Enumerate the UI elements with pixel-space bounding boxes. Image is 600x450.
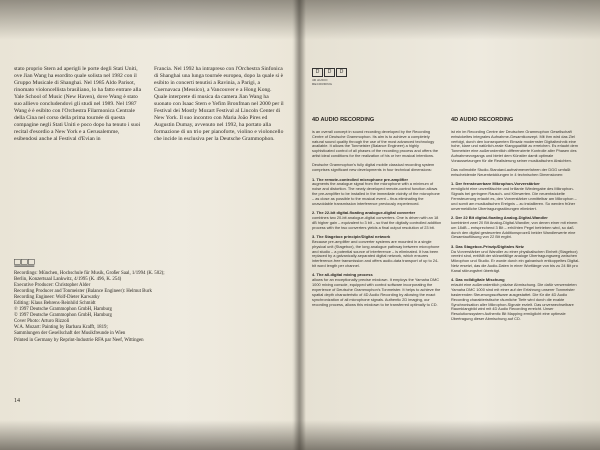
credit-line: Printed in Germany by Reprint-Industrie RFA par Neef, Wittingen xyxy=(14,337,144,343)
credit-line: Recordings: München, Hochschule für Musik, Großer Saal, 1/1994 (K. 502); xyxy=(14,271,165,276)
german-heading: 4D AUDIO RECORDING xyxy=(451,117,514,123)
right-page xyxy=(307,60,587,410)
german-section-title: 3. Das Stagebox-Prinzip/Digitales Netz xyxy=(451,243,524,249)
credit-line: Berlin, Konzertsaal Lankwitz, 4/1995 (K. 496, K. 254) xyxy=(14,277,122,283)
page-number: 14 xyxy=(14,398,20,404)
german-column xyxy=(451,118,581,326)
english-column xyxy=(312,118,442,312)
credit-line: Executive Producer: Christopher Alder xyxy=(14,283,91,289)
german-section-body: kombiniert zwei 20 Bit Analog-Digital-Wandler, von denen einer mit einem um 18dB – entsprechend 3 Bit – erhöhten Pegel betrieben wird, so daß durch den digital gesteuerten Additionsprozeß beider Wandlerwerte eine Gesamtauflösung von 22 Bit ergibt. xyxy=(451,219,578,240)
german-intro: ist ein im Recording Centre der Deutschen Grammophon Gesellschaft entwickeltes integrales Aufnahme-Gesamtkonzept. Mit ihm wird das Ziel verfolgt, durch den konsequenten Einsatz modernster Digitaltechnik eine hohe, klare und natürlich-reale Klangqualität zu erreichen. Es erlaubt dem Tonmeister eine außerordentlich differenzierte Kontrolle aller Phasen des Aufnahmevorgangs und bietet dem Künstler damit optimale Voraussetzungen für die Realisierung seiner musikalischen Absichten. xyxy=(451,128,578,163)
german-section-title: 1. Der fernsteuerbare Mikrophon-Vorverstärker xyxy=(451,181,540,187)
english-section-body: augments the analogue signal from the microphone with a minimum of noise and distortion. The newly developed remote-control function allows the pre-amplifier to be installed in the immediate vicinity of the microphone – as close as possible to the musical event – thus eliminating the unavoidable transmission interference previously experienced. xyxy=(312,181,440,206)
german-section-title: 2. Der 22 Bit digital-floating Analog-Digital-Wandler xyxy=(451,215,548,220)
biography-column-2 xyxy=(154,66,284,144)
4d-audio-logo-small-icon xyxy=(14,259,36,268)
credit-line: Editing: Klaus Behrens·Reinhild Schmidt xyxy=(14,301,96,307)
german-intro-2: Das vollmobile Studio-Standard-aufnahmeverfahren der DGG umfaßt entscheidende Neuentwicklungen in 4 technischen Dimensionen: xyxy=(451,167,571,178)
german-section-body: Da Vorverstärker und Wandler zu einer physikalischen Einheit (Stagebox) vereint sind, entfällt der störanfällige analoge Übertragungsweg zwischen Mikrophon und Studio. Er wurde durch ein galvanisch entkoppeltes Digital-Netz ersetzt, das die Audio-Daten in einer Wortlänge von bis zu 24 Bit pro Kanal störungsfrei überträgt. xyxy=(451,248,580,273)
4d-audio-logo xyxy=(312,60,348,86)
credit-line: © 1997 Deutsche Grammophon GmbH, Hamburg xyxy=(14,313,112,319)
english-section-title: 4. The all-digital mixing process xyxy=(312,272,373,278)
english-intro-2: Deutsche Grammophon's fully digital mobile classical recording system comprises significant new developments in four technical dimensions: xyxy=(312,162,435,173)
credit-line: Sammlungen der Gesellschaft der Musikfreunde in Wien xyxy=(14,331,126,337)
english-section-title: 2. The 22-bit digital-floating analogue-digital converter xyxy=(312,210,416,216)
recording-credits xyxy=(14,271,284,344)
credit-line: W.A. Mozart: Painting by Barbara Krafft, 1819; xyxy=(14,325,108,331)
english-section-body: allows for an exceptionally precise mixdown. It employs the Yamaha DMC 1000 mixing console, equipped with control software incorporating the experience of Deutsche Grammophon's Tonmeister. It helps to achieve the spatial depth characteristic of 4D Audio Recording by allowing the exact synchronization of all microphone signals. Authentic 2D imaging, our recording process, allows this mixdown to be transferred optimally to CD. xyxy=(312,277,441,307)
credit-line: ℗ 1997 Deutsche Grammophon GmbH, Hamburg xyxy=(14,307,112,313)
credit-line: Recording Producer and Tonmeister (Balance Engineer): Helmut Burk xyxy=(14,289,152,295)
german-section-body: erlaubt eine außerordentlich präzise Abmischung. Die dafür verwendeten Yamaha DMC 1000 sind mit einer auf der Erfahrung unserer Tonmeister basierenden Steuerungssoftware ausgestattet. Die für die 4D Audio Recording charakteristische räumliche Tiefe wird durch die exakte Synchronisation aller Mikrophon-Signale erzielt. Das unverwechselbare Raumklangbild wird mit 4D Audio Recording erreicht. Unser Resolutionssystem Authentic Bit Mapping ermöglicht eine optimale Übertragung dieser Abmischung auf CD. xyxy=(451,282,577,322)
biography-text-1: stato proprio Stern ad aperigli le porte degli Stati Uniti, ove Jian Wang ha esordito quale solista nel 1982 con il Gruppo Musicale di Shanghai. Nel 1985 Aldo Parisot, rinomato violoncellista brasiliano, lo ha fatto entrare alla Yale School of Music (New Haven), dove Wang è stato suo allievo concludendovi gli studi nel 1989. Nel 1987 Wang è è esibito con l'Orchestra Filarmonica Centrale della Cina nel corso della prima tournée di questa compagine negli Stati Uniti e poco dopo ha tenuto i suoi recital d'esordio a New York e a Gerusalemme, esibendosi anche al Festival d'Evian in xyxy=(14,66,142,143)
english-heading: 4D AUDIO RECORDING xyxy=(312,117,375,123)
german-section-title: 4. Das volldigitale Mischung xyxy=(451,277,505,283)
biography-column-1 xyxy=(14,66,144,144)
logo-letter: D xyxy=(312,68,323,77)
german-section-body: ermöglicht eine unverfälschte und brillante Wiedergabe des Mikrophon-Signals bei geringem Rausch- und Klirrwerten. Die neuentwickelte Fernsteuerung erlaubt es, den Vorverstärker unmittelbar am Mikrophon – und somit am musikalischen Ereignis – zu installieren. So werden früher unvermeidliche Übertragungsstörungen eliminiert. xyxy=(451,186,577,211)
logo-letter: D xyxy=(336,68,347,77)
booklet-gutter xyxy=(292,0,306,450)
logo-subtitle: 4D AUDIO RECORDING xyxy=(312,78,333,86)
english-section-title: 3. The Stagebox principle/Digital network xyxy=(312,234,391,240)
credit-line: Recording Engineer: Wolf-Dieter Karwatky xyxy=(14,295,100,301)
english-intro: is an overall concept in sound recording developed by the Recording Centre of Deutsche Grammophon. Its aim is to achieve a completely natural sound quality through the use of the most advanced technology available. It allows the Tonmeister (Balance Engineer) a highly sophisticated control of all phases of the recording process and offers the artist ideal conditions for the realization of his or her musical intentions. xyxy=(312,128,439,159)
bottom-shadow xyxy=(0,420,600,450)
english-section-title: 1. The remote-controlled microphone pre-amplifier xyxy=(312,176,409,182)
credit-line: Cover Photo: Arturo Rizzoli xyxy=(14,319,70,325)
english-section-body: combines two 20-bit analogue-digital converters. One is driven with an 18 dB higher gain – equivalent to 3 bit – so that the digitally controlled addition process with the two converters yields a final output resolution of 23 bit. xyxy=(312,215,442,230)
english-section-body: Because pre-amplifier and converter systems are mounted in a single physical unit (Stagebox), the long analogue pathway between microphone and studio – a potential source of interference – is eliminated. It has been replaced by a galvanically-separated digital network, which ensures interference-free transmission and offers audio-data transport of up to 24-bit word length per channel. xyxy=(312,238,440,269)
logo-letter: D xyxy=(324,68,335,77)
biography-text-2: Francia. Nel 1992 ha intrapreso con l'Orchestra Sinfonica di Shanghai una lunga tournée europea, dopo la quale si è esibito in concerti tenutisi a Ravinia, a Parigi, a Cuernavaca (Messico), a Vancouver e a Hong Kong. Quale interprete di musica da camera Jian Wang ha suonato con Isaac Stern e Yefim Bronfman nel 2000 per il Festival dei Mostly Mozart Festival al Lincoln Center di New York. Il suo incontro con Maria João Pires ed Augustin Dumay, avvenuto nel 1992, ha portato alla formazione di un trio per pianoforte, violino e violoncello che incide in esclusiva per la Deutsche Grammophon. xyxy=(154,66,284,143)
